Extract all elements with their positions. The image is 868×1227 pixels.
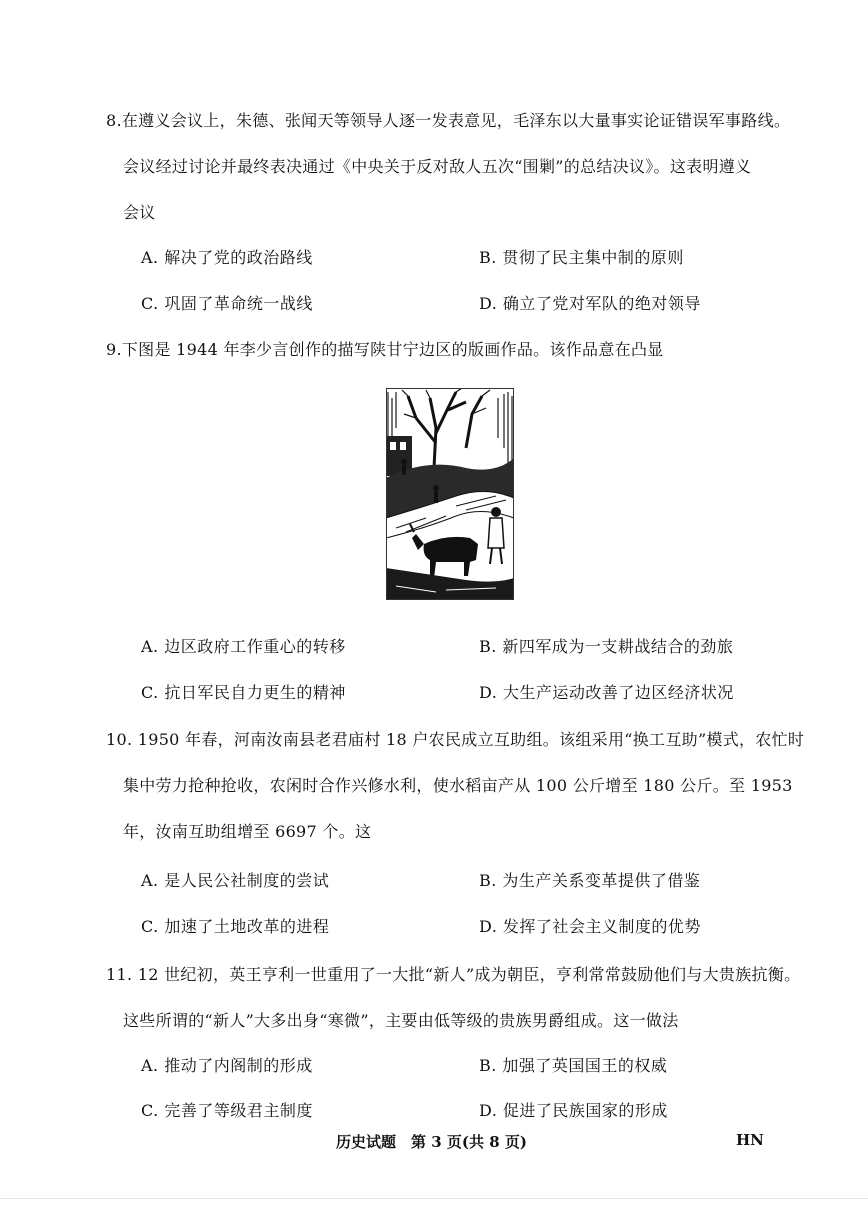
question-9-option-a: A. 边区政府工作重心的转移 (141, 637, 346, 656)
woodcut-print-image (386, 388, 514, 600)
question-8-stem-line-3: 会议 (123, 203, 156, 222)
question-10-stem-line-2: 集中劳力抢种抢收，农闲时合作兴修水利，使水稻亩产从 100 公斤增至 180 公斤。至 1953 (123, 776, 793, 795)
question-8-option-c: C. 巩固了革命统一战线 (141, 294, 313, 313)
question-9-stem-line-1: 9.下图是 1944 年李少言创作的描写陕甘宁边区的版画作品。该作品意在凸显 (106, 340, 664, 359)
question-10-option-a: A. 是人民公社制度的尝试 (141, 871, 330, 890)
question-10-option-d: D. 发挥了社会主义制度的优势 (479, 917, 701, 936)
question-10-stem-line-3: 年，汝南互助组增至 6697 个。这 (123, 822, 372, 841)
question-11-option-b: B. 加强了英国国王的权威 (479, 1056, 668, 1075)
question-11-option-d: D. 促进了民族国家的形成 (479, 1101, 668, 1120)
question-9-option-c: C. 抗日军民自力更生的精神 (141, 683, 346, 702)
question-9-option-d: D. 大生产运动改善了边区经济状况 (479, 683, 734, 702)
question-8-stem-line-2: 会议经过讨论并最终表决通过《中央关于反对敌人五次“围剿”的总结决议》。这表明遵义 (123, 157, 752, 176)
question-8-option-a: A. 解决了党的政治路线 (141, 248, 313, 267)
question-8-stem-line-1: 8.在遵义会议上，朱德、张闻天等领导人逐一发表意见，毛泽东以大量事实论证错误军事路线。 (106, 111, 791, 130)
question-10-option-b: B. 为生产关系变革提供了借鉴 (479, 871, 701, 890)
footer-page-info: 历史试题 第 3 页(共 8 页) (336, 1133, 527, 1151)
question-9-option-b: B. 新四军成为一支耕战结合的劲旅 (479, 637, 734, 656)
footer-region-code: HN (736, 1131, 764, 1149)
question-11-stem-line-2: 这些所谓的“新人”大多出身“寒微”，主要由低等级的贵族男爵组成。这一做法 (123, 1011, 679, 1030)
page-bottom-divider (0, 1198, 868, 1199)
question-10-stem-line-1: 10. 1950 年春，河南汝南县老君庙村 18 户农民成立互助组。该组采用“换工互助”模式，农忙时 (106, 730, 805, 749)
question-8-option-b: B. 贯彻了民主集中制的原则 (479, 248, 684, 267)
question-10-option-c: C. 加速了土地改革的进程 (141, 917, 330, 936)
question-8-option-d: D. 确立了党对军队的绝对领导 (479, 294, 701, 313)
question-11-stem-line-1: 11. 12 世纪初，英王亨利一世重用了一大批“新人”成为朝臣，亨利常常鼓励他们与大贵族抗衡。 (106, 965, 801, 984)
question-11-option-a: A. 推动了内阁制的形成 (141, 1056, 313, 1075)
question-11-option-c: C. 完善了等级君主制度 (141, 1101, 313, 1120)
